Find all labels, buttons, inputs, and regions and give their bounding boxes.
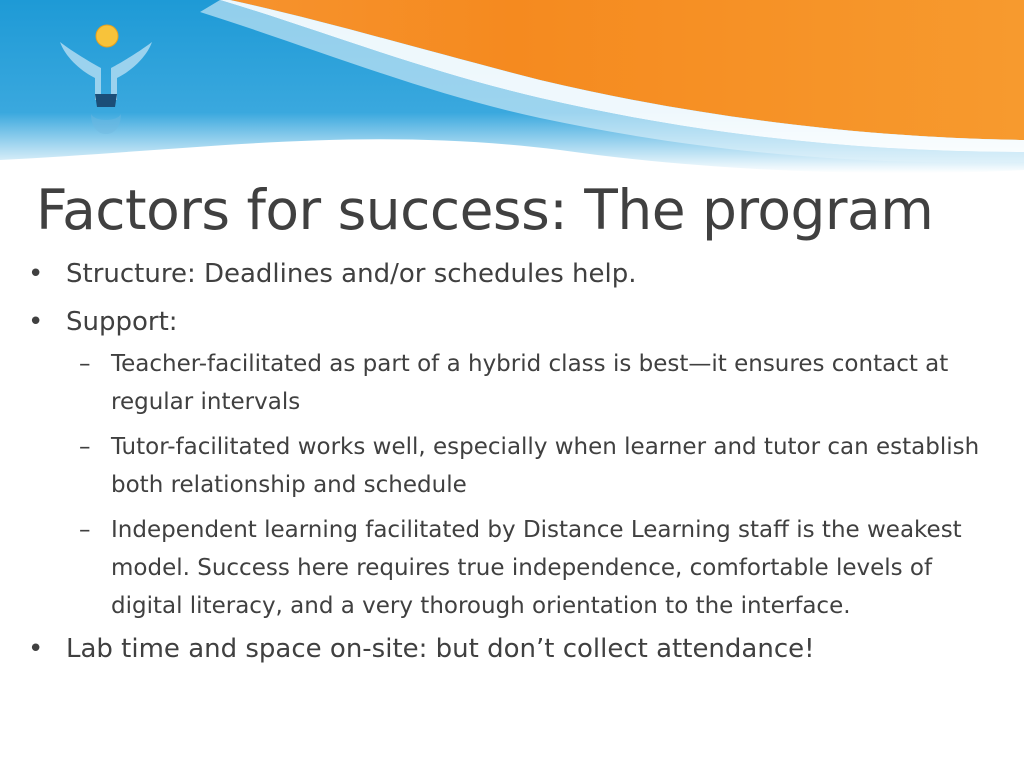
sub-bullet-text: Independent learning facilitated by Distance Learning staff is the weakest model. Success here requires true independence, comfortable levels of digital literacy, and a very thorough orientation to the interface. [111,517,962,619]
sub-bullet-item [0,511,1024,625]
bullet-item [0,305,1024,339]
sub-bullet-item [0,428,1024,504]
sub-bullet-group [0,345,1024,625]
bullet-text: Lab time and space on-site: but don’t collect attendance! [66,634,815,664]
bullet-item [0,632,1024,666]
sub-bullet-item [0,345,1024,421]
sub-bullet-text: Tutor-facilitated works well, especially when learner and tutor can establish both relationship and schedule [111,434,980,498]
bullet-marker: • [28,634,44,664]
bullet-marker: • [28,259,44,289]
bullet-list [0,257,1024,666]
dash-marker: – [79,434,91,460]
sub-bullet-text: Teacher-facilitated as part of a hybrid class is best—it ensures contact at regular intervals [111,351,949,415]
dash-marker: – [79,517,91,543]
dash-marker: – [79,351,91,377]
bullet-text: Structure: Deadlines and/or schedules help. [66,259,637,289]
slide-title: Factors for success: The program [36,178,934,242]
bullet-marker: • [28,307,44,337]
bullet-item [0,257,1024,291]
bullet-text: Support: [66,307,178,337]
person-arms-raised-logo-icon [55,22,155,137]
sub-bullet-list [0,345,1024,625]
